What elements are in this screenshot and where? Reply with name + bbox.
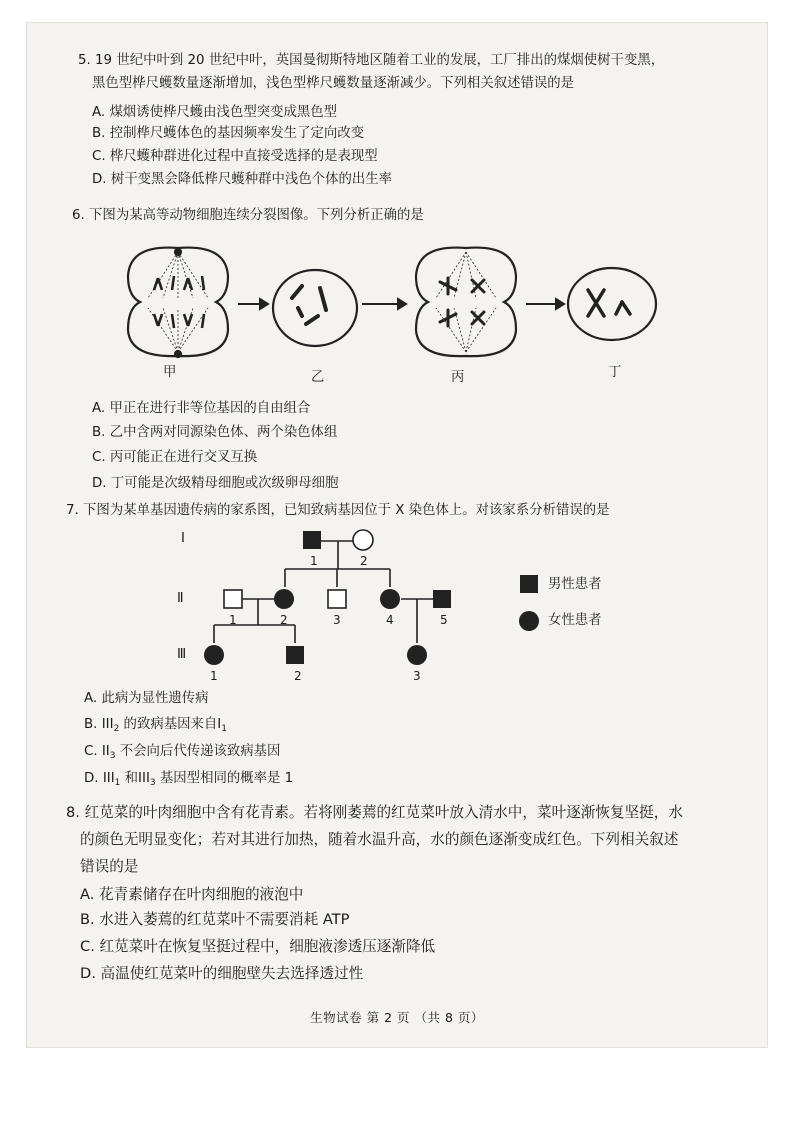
q8-stem-line3: 错误的是: [80, 858, 139, 875]
arrow-2: [362, 299, 406, 309]
q8-option-a: A. 花青素储存在叶肉细胞的液泡中: [80, 886, 304, 903]
III2-affected-male: [286, 646, 304, 664]
cell-jia: [128, 248, 228, 357]
q6-option-d: D. 丁可能是次级精母细胞或次级卵母细胞: [92, 476, 339, 491]
num-II4: 4: [386, 613, 394, 627]
num-II2: 2: [280, 613, 288, 627]
arrow-3: [526, 299, 564, 309]
num-III3: 3: [413, 669, 421, 683]
cell-yi: [273, 270, 357, 346]
generation-III: Ⅲ: [177, 647, 187, 662]
q7-option-c: C. $II_3$ 不会向后代传递该致病基因: [84, 744, 281, 761]
II3-normal-male: [328, 590, 346, 608]
q7-stem: 7. 下图为某单基因遗传病的家系图，已知致病基因位于 X 染色体上。对该家系分析错误的是: [66, 503, 610, 518]
cell-division-figure: [110, 236, 670, 388]
I2-normal-female: [353, 530, 373, 550]
legend-male-symbol: [520, 575, 538, 593]
q8-option-d: D. 高温使红苋菜叶的细胞壁失去选择透过性: [80, 965, 364, 982]
num-III1: 1: [210, 669, 218, 683]
III3-affected-female: [407, 645, 427, 665]
generation-I: Ⅰ: [181, 531, 185, 546]
num-I1: 1: [310, 554, 318, 568]
generation-II: Ⅱ: [177, 591, 184, 606]
q7-option-d: D. $III_1$ 和$III_3$ 基因型相同的概率是 1: [84, 771, 294, 788]
pedigree-chart: [170, 525, 630, 685]
q5-stem-line1: 5. 19 世纪中叶到 20 世纪中叶，英国曼彻斯特地区随着工业的发展，工厂排出的煤烟使树干变黑，: [78, 53, 665, 68]
cell-ding: [568, 268, 656, 340]
q5-option-a: A. 煤烟诱使桦尺蠖由浅色型突变成黑色型: [92, 105, 338, 120]
q5-option-c: C. 桦尺蠖种群进化过程中直接受选择的是表现型: [92, 149, 378, 164]
q7-option-a: A. 此病为显性遗传病: [84, 691, 209, 706]
num-III2: 2: [294, 669, 302, 683]
label-bing: 丙: [451, 370, 465, 385]
q7-option-b: B. $III_2$ 的致病基因来自$I_1$: [84, 717, 227, 734]
num-I2: 2: [360, 554, 368, 568]
arrow-1: [238, 299, 268, 309]
num-II3: 3: [333, 613, 341, 627]
label-ding: 丁: [608, 365, 622, 380]
label-jia: 甲: [163, 365, 177, 380]
q8-stem-line1: 8. 红苋菜的叶肉细胞中含有花青素。若将刚萎蔫的红苋菜叶放入清水中，菜叶逐渐恢复坚挺，水: [66, 804, 683, 821]
II2-affected-female: [274, 589, 294, 609]
II5-affected-male: [433, 590, 451, 608]
III1-affected-female: [204, 645, 224, 665]
q5-option-b: B. 控制桦尺蠖体色的基因频率发生了定向改变: [92, 126, 365, 141]
q8-option-b: B. 水进入萎蔫的红苋菜叶不需要消耗 ATP: [80, 911, 350, 928]
II4-affected-female: [380, 589, 400, 609]
q6-option-a: A. 甲正在进行非等位基因的自由组合: [92, 401, 311, 416]
label-yi: 乙: [311, 370, 325, 385]
page-footer: 生物试卷 第 2 页 （共 8 页）: [310, 1010, 484, 1025]
legend-female-symbol: [519, 611, 539, 631]
q6-stem: 6. 下图为某高等动物细胞连续分裂图像。下列分析正确的是: [72, 208, 424, 223]
cell-bing: [416, 248, 516, 357]
num-II1: 1: [229, 613, 237, 627]
q6-option-b: B. 乙中含两对同源染色体、两个染色体组: [92, 425, 338, 440]
I1-affected-male: [303, 531, 321, 549]
II1-normal-male: [224, 590, 242, 608]
num-II5: 5: [440, 613, 448, 627]
q8-stem-line2: 的颜色无明显变化；若对其进行加热，随着水温升高，水的颜色逐渐变成红色。下列相关叙述: [80, 831, 679, 848]
q5-stem-line2: 黑色型桦尺蠖数量逐渐增加，浅色型桦尺蠖数量逐渐减少。下列相关叙述错误的是: [92, 76, 575, 91]
q8-option-c: C. 红苋菜叶在恢复坚挺过程中，细胞液渗透压逐渐降低: [80, 938, 436, 955]
q5-option-d: D. 树干变黑会降低桦尺蠖种群中浅色个体的出生率: [92, 172, 393, 187]
legend-female-label: 女性患者: [548, 613, 602, 628]
q6-option-c: C. 丙可能正在进行交叉互换: [92, 450, 258, 465]
legend-male-label: 男性患者: [548, 577, 602, 592]
